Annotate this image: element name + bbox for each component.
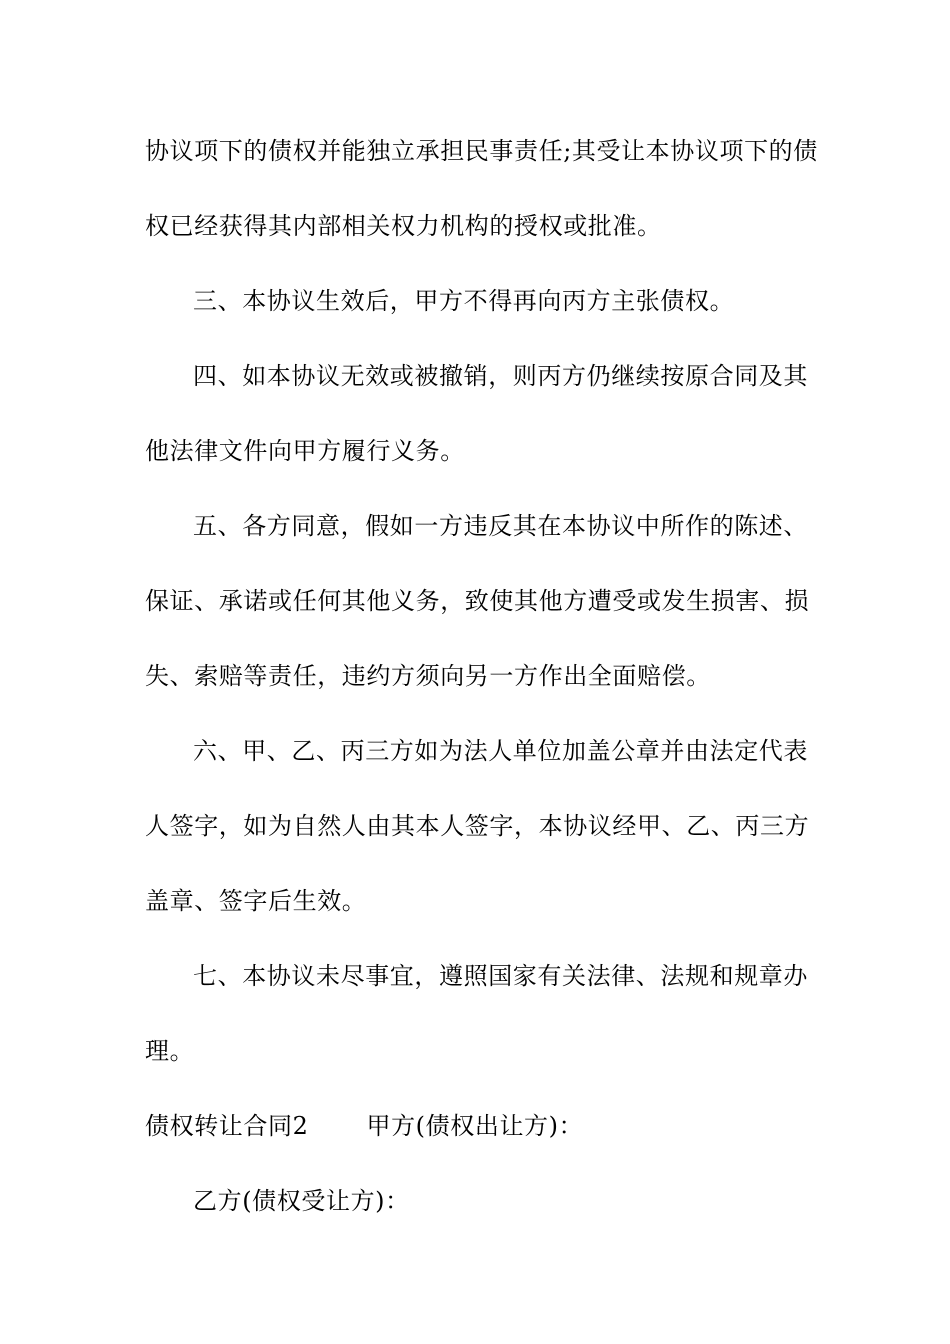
text-line: 权已经获得其内部相关权力机构的授权或批准。 — [145, 212, 662, 240]
text-line: 人签字，如为自然人由其本人签字，本协议经甲、乙、丙三方 — [145, 812, 810, 840]
clause-four: 四、如本协议无效或被撤销，则丙方仍继续按原合同及其 — [193, 362, 808, 390]
contract-title: 债权转让合同2 — [145, 1112, 309, 1140]
clause-seven: 七、本协议未尽事宜，遵照国家有关法律、法规和规章办 — [193, 962, 808, 990]
clause-three: 三、本协议生效后，甲方不得再向丙方主张债权。 — [193, 287, 735, 315]
party-b-label: 乙方(债权受让方)： — [193, 1187, 410, 1215]
text-line: 失、索赔等责任，违约方须向另一方作出全面赔偿。 — [145, 662, 711, 690]
text-line: 他法律文件向甲方履行义务。 — [145, 437, 465, 465]
text-line: 理。 — [145, 1037, 195, 1065]
text-line: 协议项下的债权并能独立承担民事责任;其受让本协议项下的债 — [145, 137, 818, 165]
contract-heading — [145, 1111, 583, 1141]
text-line: 保证、承诺或任何其他义务，致使其他方遭受或发生损害、损 — [145, 587, 810, 615]
clause-five: 五、各方同意，假如一方违反其在本协议中所作的陈述、 — [193, 512, 808, 540]
clause-six: 六、甲、乙、丙三方如为法人单位加盖公章并由法定代表 — [193, 737, 808, 765]
party-a-label: 甲方(债权出让方)： — [366, 1112, 584, 1140]
text-line: 盖章、签字后生效。 — [145, 887, 367, 915]
